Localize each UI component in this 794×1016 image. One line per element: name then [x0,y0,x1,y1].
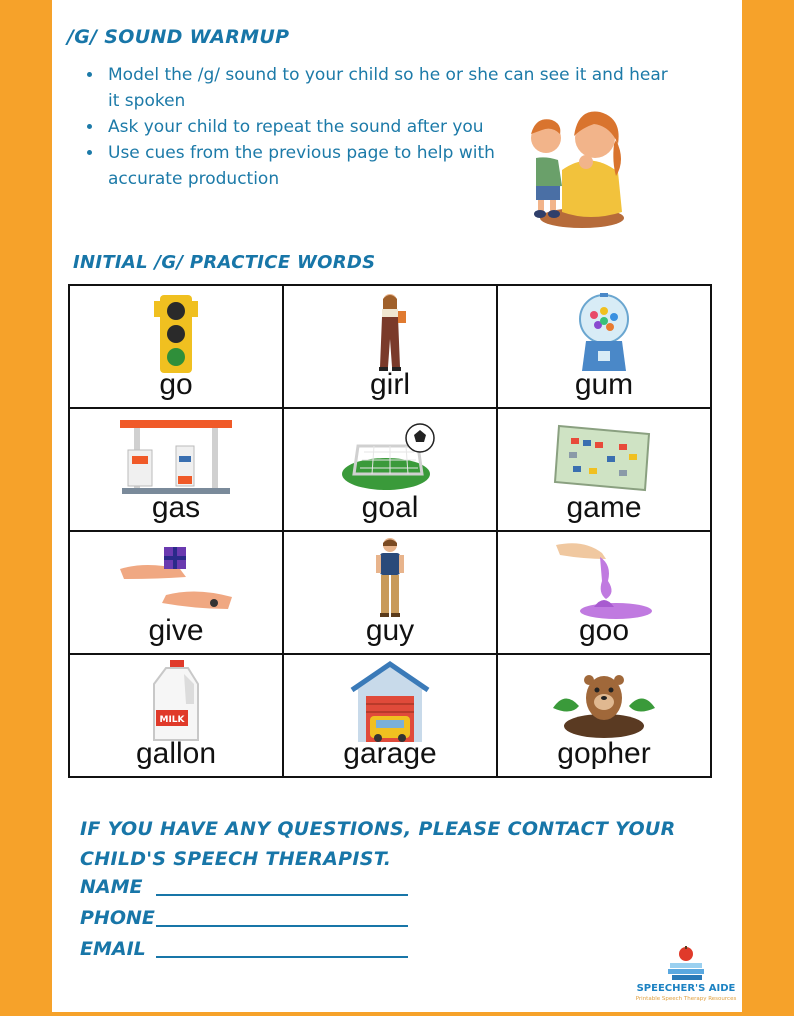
instruction-item: • Ask your child to repeat the sound after you [104,114,694,140]
name-write-line[interactable] [156,894,408,896]
gumball-machine-icon [576,293,632,373]
gas-station-icon [116,416,236,496]
word-card [283,531,497,654]
practice-word: gallon [135,737,217,770]
svg-text:MILK: MILK [159,715,185,725]
word-card [497,285,711,408]
practice-word: garage [343,737,437,770]
practice-word-grid [68,284,712,778]
phone-write-line[interactable] [156,925,408,927]
word-card [283,285,497,408]
phone-label: PHONE [80,907,155,929]
word-card [497,654,711,777]
name-field[interactable] [80,876,156,898]
apple-books-icon [664,946,708,982]
email-label: EMAIL [80,938,146,960]
warmup-title: /G/ SOUND WARMUP [67,26,290,48]
email-write-line[interactable] [156,956,408,958]
contact-message: IF YOU HAVE ANY QUESTIONS, PLEASE CONTACT YOUR CHILD'S SPEECH THERAPIST. [80,818,676,870]
gopher-icon [549,662,659,742]
speechers-aide-logo [634,946,738,1006]
word-card [283,408,497,531]
instruction-item: • Model the /g/ sound to your child so he or she can see it and hear it spoken [104,62,668,114]
slime-icon [554,537,654,621]
practice-word: goal [361,491,419,524]
word-card [497,408,711,531]
milk-gallon-icon [148,660,204,744]
logo-name: SPEECHER'S AIDE [636,983,736,994]
practice-word: give [148,614,204,647]
garage-icon [350,660,430,744]
practice-word: gopher [557,737,651,770]
word-card [69,408,283,531]
practice-word: girl [369,368,410,401]
phone-field[interactable] [80,907,156,929]
practice-title: INITIAL /G/ PRACTICE WORDS [73,252,376,273]
word-card [283,654,497,777]
mother-child-illustration [522,100,632,230]
board-game-icon [549,416,659,496]
name-label: NAME [80,876,143,898]
practice-word: goo [578,614,630,647]
practice-word: gum [574,368,634,401]
instruction-item: • Use cues from the previous page to help with accurate production [104,140,498,192]
word-card [69,285,283,408]
word-card [69,531,283,654]
word-card [69,654,283,777]
giving-hands-icon [116,539,236,619]
practice-word: gas [151,491,201,524]
logo-tagline: Printable Speech Therapy Resources [635,996,737,1002]
email-field[interactable] [80,938,156,960]
practice-word: guy [365,614,415,647]
soccer-goal-icon [340,416,440,496]
practice-word: go [159,368,193,401]
worksheet-page [52,0,742,1012]
girl-icon [370,291,410,375]
word-card [497,531,711,654]
man-icon [370,537,410,621]
practice-word: game [566,491,642,524]
traffic-light-icon [154,291,198,375]
